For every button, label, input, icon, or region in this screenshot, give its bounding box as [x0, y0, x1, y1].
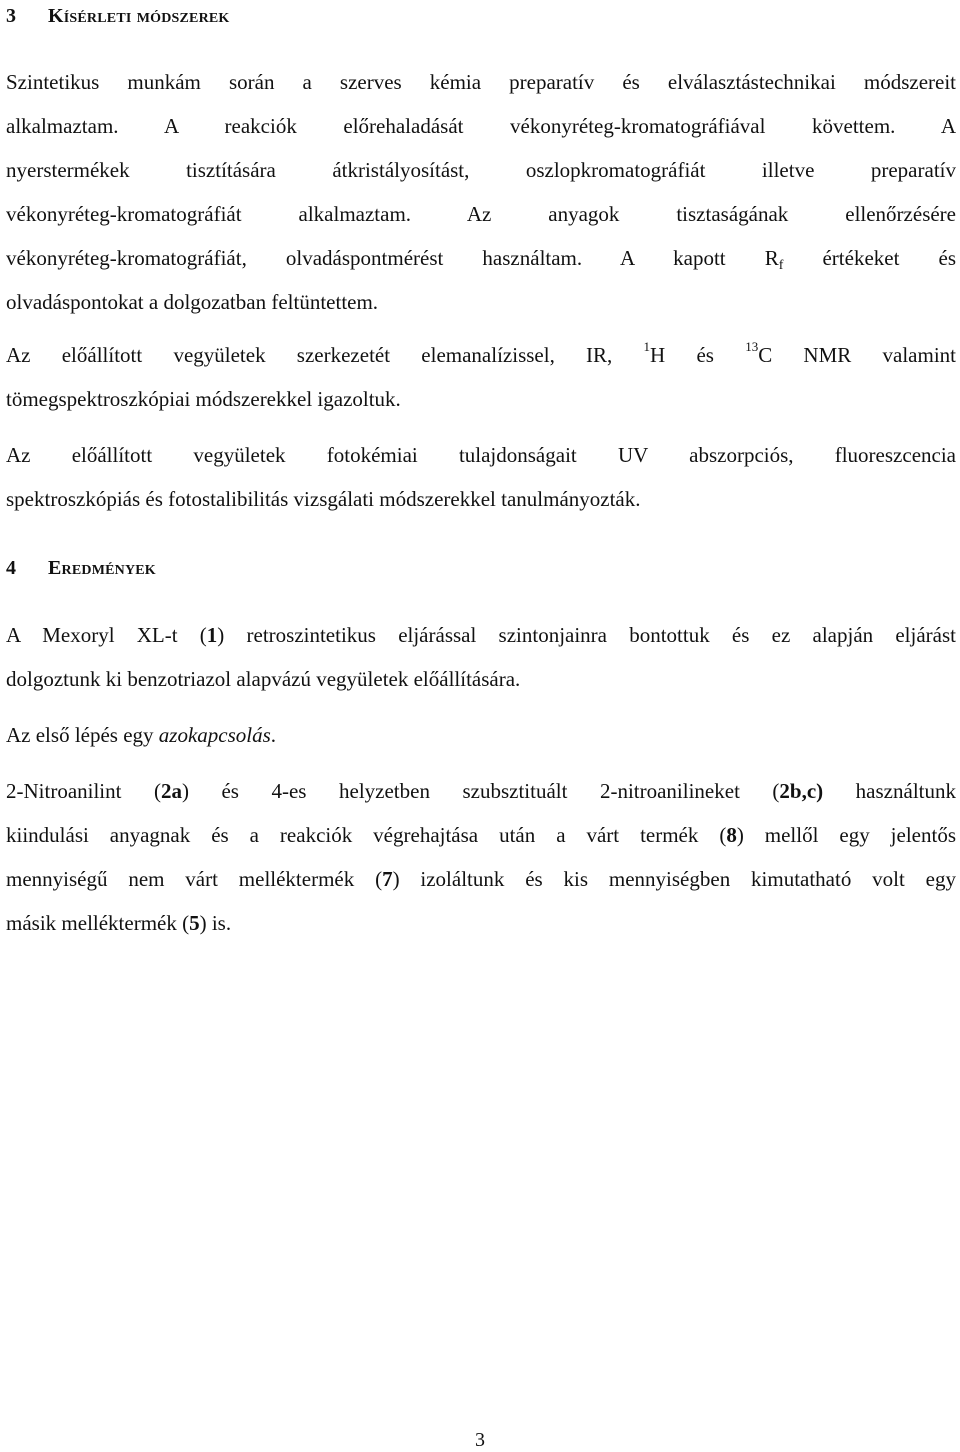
section-heading-3: [6, 4, 230, 28]
paragraph-line: [6, 236, 956, 280]
text-run: ) is.: [199, 911, 232, 935]
text-run: ) izoláltunk és kis mennyiségben kimutatható volt egy: [392, 867, 956, 891]
paragraph-structure: [6, 333, 956, 421]
text-run: Az első lépés egy: [6, 723, 159, 747]
section-number: 3: [6, 5, 16, 27]
paragraph-line: olvadáspontokat a dolgozatban feltüntettem.: [6, 290, 379, 314]
compound-number: 5: [189, 911, 200, 935]
compound-number: 7: [382, 867, 393, 891]
text-run: kiindulási anyagnak és a reakciók végrehajtása után a várt termék (: [6, 823, 727, 847]
text-run: értékeket és: [783, 246, 956, 270]
subscript-f: f: [778, 258, 784, 273]
compound-number: 8: [726, 823, 737, 847]
paragraph-retrosynthesis: [6, 613, 956, 701]
paragraph-line: spektroszkópiás és fotostalibilitás vizsgálati módszerekkel tanulmányozták.: [6, 487, 641, 511]
section-title: Eredmények: [48, 557, 156, 579]
text-run: vékonyréteg-kromatográfiát, olvadáspontmérést használtam. A kapott R: [6, 246, 779, 270]
text-run: .: [270, 723, 277, 747]
text-run: ) és 4-es helyzetben szubsztituált 2-nitroanilineket (: [181, 779, 780, 803]
text-run: A Mexoryl XL-t (: [6, 623, 207, 647]
paragraph-line: Az előállított vegyületek fotokémiai tulajdonságait UV abszorpciós, fluoreszcencia: [6, 443, 956, 467]
paragraph-line: [6, 333, 956, 377]
text-run: ) retroszintetikus eljárással szintonjainra bontottuk és ez alapján eljárást: [217, 623, 956, 647]
paragraph-line: [6, 857, 956, 901]
section-number: 4: [6, 557, 16, 579]
paragraph-line: [6, 901, 956, 945]
paragraph-line: [6, 613, 956, 657]
paragraph-photochemistry: [6, 433, 956, 521]
page-number: 3: [475, 1429, 485, 1451]
paragraph-line: [6, 769, 956, 813]
text-run: C NMR valamint: [758, 343, 956, 367]
paragraph-line: alkalmaztam. A reakciók előrehaladását vékonyréteg-kromatográfiával követtem. A: [6, 114, 956, 138]
paragraph-line: [6, 713, 956, 757]
section-title: Kísérleti módszerek: [48, 5, 230, 27]
text-run: H és: [650, 343, 746, 367]
text-run: 2-Nitroanilint (: [6, 779, 161, 803]
text-run: ) mellől egy jelentős: [736, 823, 956, 847]
section-heading-4: [6, 556, 156, 580]
paragraph-nitroaniline: [6, 769, 956, 945]
paragraph-line: dolgoztunk ki benzotriazol alapvázú vegyületek előállítására.: [6, 667, 521, 691]
compound-number: 2a: [160, 779, 182, 803]
paragraph-line: [6, 813, 956, 857]
superscript-1: 1: [643, 339, 651, 354]
text-run: használtunk: [823, 779, 956, 803]
italic-term: azokapcsolás: [158, 723, 271, 747]
paragraph-methods: [6, 60, 956, 324]
text-run: másik melléktermék (: [6, 911, 190, 935]
compound-number: 2b,c): [779, 779, 824, 803]
paragraph-line: tömegspektroszkópiai módszerekkel igazoltuk.: [6, 387, 401, 411]
paragraph-line: vékonyréteg-kromatográfiát alkalmaztam. Az anyagok tisztaságának ellenőrzésére: [6, 202, 956, 226]
text-run: Az előállított vegyületek szerkezetét elemanalízissel, IR,: [6, 343, 644, 367]
paragraph-line: nyerstermékek tisztítására átkristályosítást, oszlopkromatográfiát illetve preparatív: [6, 158, 956, 182]
paragraph-line: Szintetikus munkám során a szerves kémia preparatív és elválasztástechnikai módszereit: [6, 70, 956, 94]
paragraph-first-step: [6, 713, 956, 757]
text-run: mennyiségű nem várt melléktermék (: [6, 867, 383, 891]
compound-number: 1: [206, 623, 218, 647]
superscript-13: 13: [745, 339, 759, 354]
